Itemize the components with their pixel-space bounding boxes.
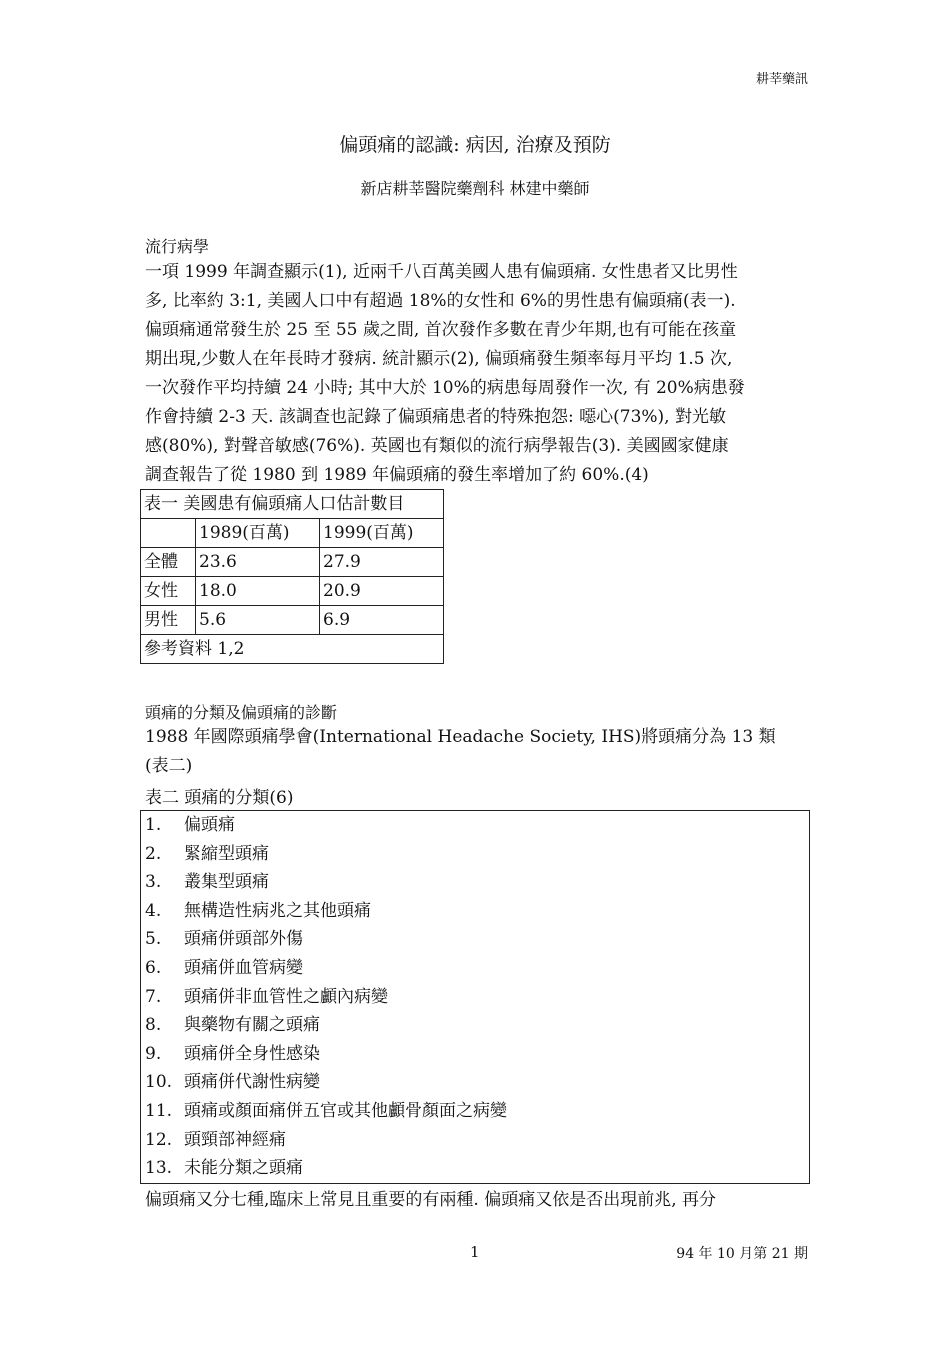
list-item (141, 1068, 809, 1097)
list-item (141, 897, 809, 926)
paragraph-line: 偏頭痛通常發生於 25 至 55 歲之間, 首次發作多數在青少年期,也有可能在孩童 (145, 320, 737, 340)
table-row (141, 548, 444, 577)
table-row (141, 577, 444, 606)
table1-cell: 6.9 (320, 606, 444, 635)
table1-header-cell: 1999(百萬) (320, 519, 444, 548)
item-number: 8. (145, 1015, 162, 1036)
paragraph-line: 期出現,少數人在年長時才發病. 統計顯示(2), 偏頭痛發生頻率每月平均 1.5 次, (145, 349, 733, 369)
table1-header-cell (141, 519, 196, 548)
item-text: 頭痛併非血管性之顱內病變 (184, 986, 388, 1007)
table-row (141, 519, 444, 548)
table1-footer: 參考資料 1,2 (141, 635, 444, 664)
item-number: 13. (145, 1158, 173, 1179)
paragraph-line: 調查報告了從 1980 到 1989 年偏頭痛的發生率增加了約 60%.(4) (145, 465, 649, 485)
item-text: 頭痛併頭部外傷 (184, 929, 303, 950)
table1-cell: 23.6 (196, 548, 320, 577)
paragraph-line: 一項 1999 年調查顯示(1), 近兩千八百萬美國人患有偏頭痛. 女性患者又比男性 (145, 262, 738, 282)
item-text: 未能分類之頭痛 (184, 1158, 303, 1179)
list-item (141, 925, 809, 954)
item-text: 頭頸部神經痛 (184, 1129, 286, 1150)
item-number: 12. (145, 1129, 173, 1150)
item-number: 4. (145, 900, 162, 921)
item-text: 叢集型頭痛 (184, 872, 269, 893)
table-row (141, 606, 444, 635)
table1-cell: 5.6 (196, 606, 320, 635)
item-text: 緊縮型頭痛 (184, 843, 269, 864)
list-item (141, 811, 809, 840)
list-item (141, 983, 809, 1012)
table1-caption: 表一 美國患有偏頭痛人口估計數目 (141, 490, 444, 519)
list-item (141, 1126, 809, 1155)
closing-paragraph-line: 偏頭痛又分七種,臨床上常見且重要的有兩種. 偏頭痛又依是否出現前兆, 再分 (145, 1190, 717, 1210)
section-heading-epidemiology: 流行病學 (145, 237, 210, 256)
table2-caption: 表二 頭痛的分類(6) (145, 788, 294, 808)
item-number: 10. (145, 1072, 173, 1093)
table1-cell: 27.9 (320, 548, 444, 577)
table1-cell: 18.0 (196, 577, 320, 606)
paragraph-line: 1988 年國際頭痛學會(International Headache Society, IHS)將頭痛分為 13 類 (145, 727, 776, 747)
item-number: 7. (145, 986, 162, 1007)
page-number: 1 (470, 1243, 480, 1261)
paragraph-line: 多, 比率約 3:1, 美國人口中有超過 18%的女性和 6%的男性患有偏頭痛(表一). (145, 291, 736, 311)
table1-cell: 女性 (141, 577, 196, 606)
epidemiology-paragraph (145, 258, 810, 490)
paragraph-line: 一次發作平均持續 24 小時; 其中大於 10%的病患每周發作一次, 有 20%病患發 (145, 378, 745, 398)
item-text: 無構造性病兆之其他頭痛 (184, 900, 371, 921)
item-text: 頭痛併代謝性病變 (184, 1072, 320, 1093)
list-item (141, 840, 809, 869)
article-author: 新店耕莘醫院藥劑科 林建中藥師 (360, 179, 590, 198)
item-number: 2. (145, 843, 162, 864)
list-item (141, 954, 809, 983)
list-item (141, 1154, 809, 1183)
item-number: 3. (145, 872, 162, 893)
list-item (141, 1040, 809, 1069)
item-text: 偏頭痛 (184, 815, 235, 835)
article-title: 偏頭痛的認識: 病因, 治療及預防 (339, 134, 611, 156)
classification-paragraph (145, 723, 810, 781)
item-number: 11. (145, 1100, 173, 1121)
table1-cell: 全體 (141, 548, 196, 577)
list-item (141, 868, 809, 897)
item-number: 5. (145, 929, 162, 950)
table-migraine-population (140, 489, 444, 664)
list-item (141, 1011, 809, 1040)
item-text: 與藥物有關之頭痛 (184, 1015, 320, 1036)
paragraph-line: 作會持續 2-3 天. 該調查也記錄了偏頭痛患者的特殊抱怨: 噁心(73%), 對光敏 (145, 407, 726, 427)
item-number: 1. (145, 815, 162, 835)
issue-label: 94 年 10 月第 21 期 (676, 1246, 808, 1262)
item-text: 頭痛或顏面痛併五官或其他顱骨顏面之病變 (184, 1100, 507, 1121)
item-number: 9. (145, 1043, 162, 1064)
publication-header: 耕莘藥訊 (755, 72, 808, 87)
section-heading-classification: 頭痛的分類及偏頭痛的診斷 (145, 703, 338, 722)
table1-header-cell: 1989(百萬) (196, 519, 320, 548)
paragraph-line: (表二) (145, 756, 193, 776)
item-text: 頭痛併全身性感染 (184, 1043, 320, 1064)
item-text: 頭痛併血管病變 (184, 957, 303, 978)
table-headache-classification (140, 810, 810, 1184)
paragraph-line: 感(80%), 對聲音敏感(76%). 英國也有類似的流行病學報告(3). 美國國家健康 (145, 436, 729, 456)
item-number: 6. (145, 957, 162, 978)
table1-cell: 20.9 (320, 577, 444, 606)
table1-cell: 男性 (141, 606, 196, 635)
list-item (141, 1097, 809, 1126)
